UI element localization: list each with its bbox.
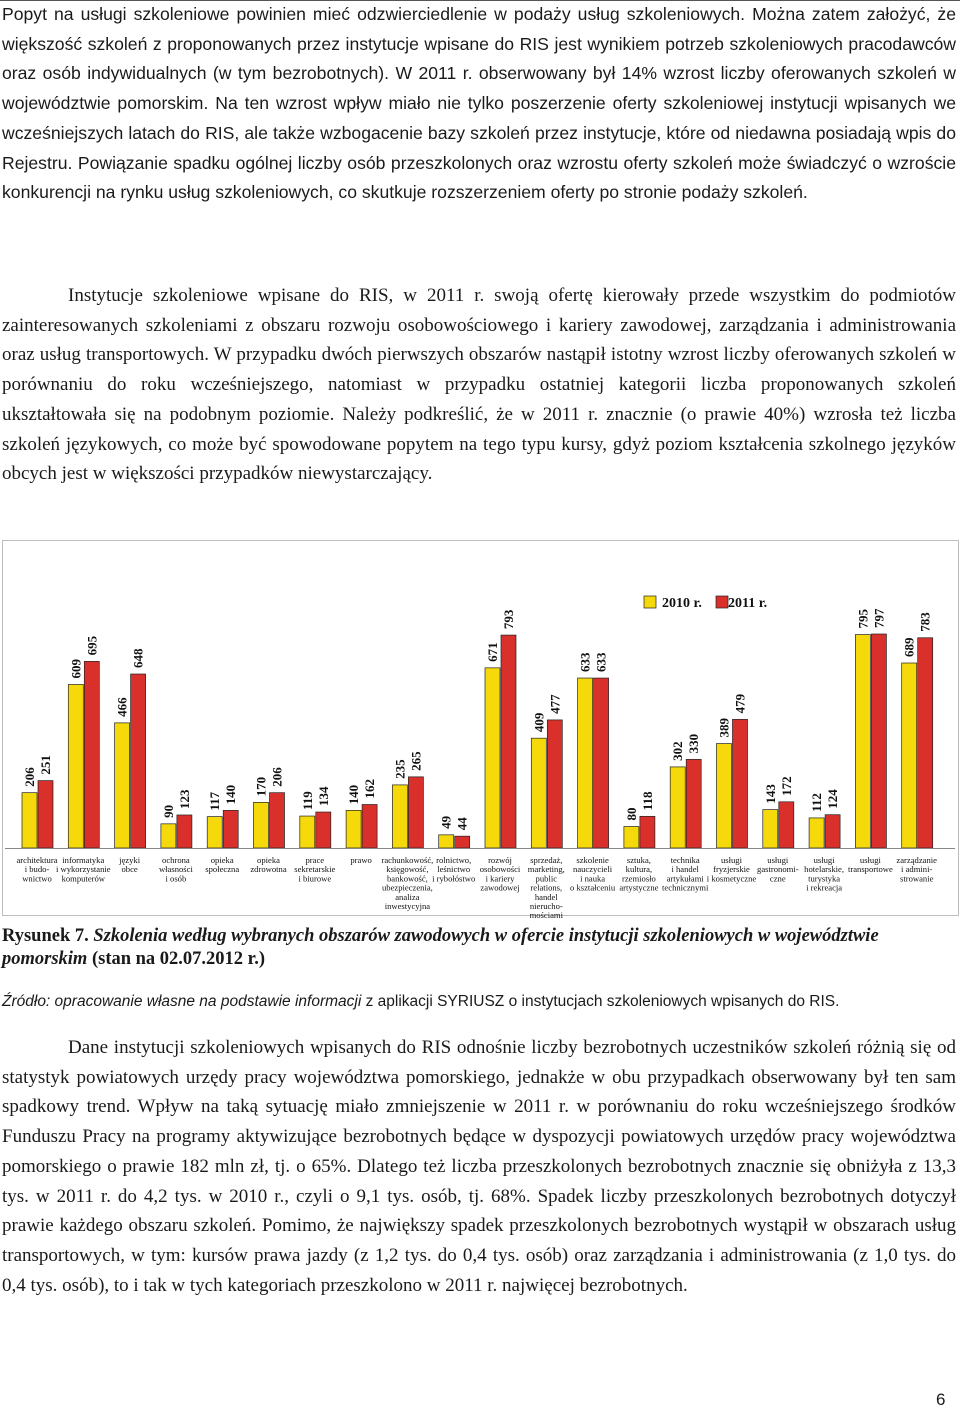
category-label-line: i budo-: [24, 864, 50, 875]
category-label: [480, 855, 521, 893]
bar-2010: [902, 663, 917, 848]
category-label-line: wnictwo: [22, 873, 52, 884]
data-label: 134: [315, 786, 331, 807]
data-label: 119: [299, 791, 315, 811]
category-label: [707, 855, 757, 883]
category-label: [16, 855, 57, 883]
category-label-line: ubezpieczenia,: [381, 882, 433, 893]
data-label: 793: [501, 609, 516, 630]
data-label: 118: [639, 791, 655, 811]
category-label-line: strowanie: [899, 873, 934, 884]
category-label-line: komputerów: [61, 873, 106, 884]
legend-label-2011: 2011 r.: [728, 596, 768, 611]
category-label-line: sztuka,: [626, 855, 651, 865]
legend-swatch-2011: [716, 596, 728, 608]
category-label: [848, 855, 893, 874]
bar-2010: [763, 810, 778, 848]
data-label: 90: [160, 804, 176, 818]
bar-2011: [733, 719, 748, 848]
category-label-line: i kariery: [485, 873, 515, 884]
data-label: 783: [917, 612, 933, 632]
category-label-line: prawo: [350, 855, 372, 865]
caption-title: Szkolenia według wybranych obszarów zawodowych w ofercie instytucji szkoleniowych w województwie pomorskim: [2, 926, 879, 969]
category-label-line: transportowe: [847, 864, 893, 875]
category-label-line: szkolenie: [576, 855, 609, 865]
figure-source: [2, 991, 960, 1013]
category-label-line: i handel: [671, 864, 699, 875]
bar-2010: [300, 816, 315, 848]
bar-2010: [531, 738, 546, 848]
category-label-line: nierucho-: [529, 901, 563, 911]
category-label: [896, 855, 937, 883]
bar-2010: [115, 723, 130, 848]
category-label: [432, 855, 475, 883]
category-label-line: prace: [305, 855, 325, 865]
bar-2011: [316, 812, 331, 848]
legend-swatch-2010: [644, 596, 656, 608]
data-label: 172: [778, 776, 794, 796]
category-label-line: i rybołóstwo: [432, 873, 476, 884]
bar-2011: [547, 720, 562, 848]
bar-2011: [640, 816, 655, 848]
category-label-line: analiza: [395, 891, 420, 902]
category-label-line: i biurowe: [298, 873, 332, 884]
bar-2010: [68, 684, 83, 848]
page-number: 6: [936, 1390, 946, 1409]
category-label-line: obce: [121, 864, 138, 875]
category-label-line: usługi: [859, 855, 881, 865]
bar-2010: [22, 793, 37, 848]
bar-2011: [131, 674, 146, 848]
data-label: 140: [223, 784, 239, 805]
bar-2011: [825, 815, 840, 848]
category-label-line: rachunkowość,: [381, 855, 434, 865]
category-label-line: fryzjerskie: [713, 864, 750, 875]
bar-2010: [670, 767, 685, 848]
data-label: 479: [732, 693, 748, 714]
bar-2011: [362, 805, 377, 848]
data-label: 389: [716, 718, 732, 738]
category-label: [757, 855, 799, 883]
source-rest: z aplikacji SYRIUSZ o instytucjach szkoleniowych wpisanych do RIS.: [365, 993, 840, 1010]
bar-2011: [871, 634, 886, 848]
category-label-line: sekretarskie: [294, 864, 336, 875]
category-label: [662, 855, 709, 893]
source-lead: Źródło: opracowanie własne na podstawie informacji: [2, 993, 362, 1010]
category-label: [56, 855, 111, 883]
bar-2010: [809, 818, 824, 848]
data-label: 80: [623, 807, 639, 821]
category-label-line: i rekreacja: [806, 882, 843, 893]
category-label-line: hotelarskie,: [804, 864, 845, 875]
data-label: 235: [392, 759, 408, 779]
category-label-line: gastronomi-: [757, 864, 799, 875]
category-label-line: informatyka: [62, 855, 105, 865]
category-label-line: technika: [670, 855, 700, 865]
paragraph-1: Popyt na usługi szkoleniowe powinien mieć odzwierciedlenie w podaży usług szkoleniowych. Można zatem założyć, że większość szkoleń z proponowanych przez instytucje wpisane do RIS jest wynikiem potrzeb szkoleniowych pracodawców oraz osób indywidualnych (w tym bezrobotnych). W 2011 r. obserwowany był 14% wzrost liczby oferowanych szkoleń w województwie pomorskim. Na ten wzrost wpływ miało nie tylko poszerzenie oferty szkoleniowej instytucji wpisanych we wcześniejszych latach do RIS, ale także wzbogacenie bazy szkoleń przez instytucje, które od niedawna posiadają wpis do Rejestru. Powiązanie spadku ogólnej liczby osób przeszkolonych oraz wzrostu oferty szkoleń może świadczyć o wzroście konkurencji na rynku usług szkoleniowych, co skutkuje rozszerzeniem oferty po stronie podaży szkoleń.: [2, 4, 956, 203]
category-label-line: księgowość,: [386, 864, 429, 875]
category-label-line: i nauka: [580, 873, 606, 884]
category-label-line: o kształceniu: [570, 882, 616, 893]
data-label: 49: [438, 815, 454, 829]
category-label-line: zarządzanie: [896, 855, 937, 865]
category-label-line: zdrowotna: [250, 864, 287, 875]
category-label: [250, 855, 286, 874]
category-label-line: zawodowej: [480, 882, 520, 893]
data-label: 170: [253, 776, 269, 797]
bar-2011: [686, 759, 701, 848]
category-label: [528, 855, 565, 920]
data-label: 140: [346, 784, 362, 805]
data-label: 797: [871, 608, 887, 629]
category-label: [350, 855, 371, 865]
data-label: 112: [809, 793, 825, 812]
data-label: 265: [408, 751, 424, 771]
category-label-line: handel: [534, 891, 558, 902]
data-label: 251: [38, 755, 53, 775]
bar-2010: [346, 810, 361, 848]
category-label-line: marketing,: [527, 864, 565, 875]
data-label: 330: [686, 733, 702, 754]
category-label-line: i kosmetyczne: [706, 873, 757, 884]
category-label-line: inwestycyjna: [384, 901, 431, 911]
category-label-line: i osób: [165, 873, 187, 884]
data-label: 117: [207, 791, 223, 811]
category-label: [118, 855, 141, 874]
paragraph-2: Instytucje szkoleniowe wpisane do RIS, w 2011 r. swoją ofertę kierowały przede wszystkim do podmiotów zainteresowanych szkoleniami z obszaru rozwoju osobowościowego i kariery zawodowej, zarządzania i administrowania oraz usług transportowych. W przypadku dwóch pierwszych obszarów nastąpił istotny wzrost liczby oferowanych szkoleń w porównaniu do roku wcześniejszego, natomiast w przypadku ostatniej kategorii liczba proponowanych szkoleń ukształtowała się na podobnym poziomie. Należy podkreślić, że w 2011 r. znacznie (o prawie 40%) wzrosła też liczba szkoleń językowych, co może być spowodowane popytem na tego typu kursy, gdyż poziom kształcenia szkolnego języków obcych jest w większości przypadków niewystarczający.: [2, 285, 956, 485]
category-label-line: public: [535, 873, 558, 884]
category-label: [619, 855, 658, 893]
bar-2011: [501, 635, 516, 848]
category-label-line: opieka: [257, 855, 280, 865]
bar-2010: [254, 802, 269, 848]
bar-2010: [161, 824, 176, 848]
category-label-line: architektura: [16, 855, 58, 865]
category-label-line: usługi: [720, 855, 743, 865]
category-label-line: usługi: [767, 855, 789, 865]
bar-2011: [84, 661, 99, 848]
category-label: [804, 855, 844, 893]
category-label-line: artystyczne: [619, 882, 659, 893]
category-label-line: usługi: [813, 855, 835, 865]
category-label-line: czne: [769, 873, 786, 884]
bar-2010: [578, 678, 593, 848]
bar-2010: [717, 744, 732, 848]
bar-2011: [779, 802, 794, 848]
data-label: 695: [84, 635, 100, 656]
bar-2010: [855, 635, 870, 848]
category-label-line: bankowość,: [386, 873, 428, 884]
data-label: 143: [762, 784, 778, 804]
bar-2011: [918, 638, 933, 848]
category-label-line: technicznymi: [662, 882, 709, 893]
category-label: [159, 855, 194, 883]
data-label: 124: [825, 789, 841, 809]
data-label: 609: [68, 658, 84, 679]
bar-2011: [594, 678, 609, 848]
category-label-line: relations,: [530, 882, 563, 893]
data-label: 302: [670, 741, 686, 761]
figure-caption: [2, 925, 902, 971]
paragraph-3: Dane instytucji szkoleniowych wpisanych do RIS odnośnie liczby bezrobotnych uczestników szkoleń różnią się od statystyk powiatowych urzędy pracy województwa pomorskiego, jednakże w obu przypadkach obserwowany był ten sam spadkowy trend. Wpływ na taką sytuację miało zmniejszenie w 2011 r. w porównaniu do roku wcześniejszego środków Funduszu Pracy na programy aktywizujące bezrobotnych będące w dyspozycji powiatowych urzędów pracy województwa pomorskiego o prawie 182 mln zł, tj. o 65%. Dlatego też liczba przeszkolonych bezrobotnych znacznie się obniżyła z 13,3 tys. w 2011 r. do 4,2 tys. w 2010 r., czyli o 9,1 tys. osób, tj. 68%. Spadek liczby przeszkolonych bezrobotnych dotyczył prawie każdego obszaru szkoleń. Pomimo, że największy spadek przeszkolonych bezrobotnych wystąpił w obszarach usług transportowych, w tym: kursów prawa jazdy (z 1,2 tys. do 0,4 tys. osób) oraz zarządzania i administrowania (z 1,0 tys. do 0,4 tys. osób), to i tak w tych kategoriach przeszkolono w 2011 r. najwięcej bezrobotnych.: [2, 1037, 956, 1296]
legend-label-2010: 2010 r.: [662, 596, 702, 611]
data-label: 648: [130, 648, 146, 669]
category-label-line: i admini-: [901, 864, 933, 875]
data-label: 633: [593, 652, 609, 673]
category-label-line: rzemiosło: [621, 873, 656, 884]
category-label-line: nauczycieli: [573, 864, 613, 875]
category-label-line: osobowości: [479, 864, 521, 875]
category-label-line: rolnictwo,: [436, 855, 472, 865]
data-label: 466: [114, 697, 130, 717]
caption-date: (stan na 02.07.2012 r.): [91, 949, 265, 969]
category-label: [570, 855, 616, 893]
category-label-line: kultura,: [625, 864, 653, 875]
category-label-line: własności: [158, 864, 193, 875]
data-label: 633: [577, 652, 593, 673]
category-label-line: społeczna: [205, 864, 240, 875]
category-label-line: sprzedaż,: [530, 855, 563, 865]
data-label: 162: [362, 779, 378, 799]
bar-2011: [270, 793, 285, 848]
category-label-line: mościami: [529, 910, 564, 921]
data-label: 206: [269, 767, 285, 787]
bar-2010: [485, 668, 500, 848]
data-label: 795: [855, 609, 871, 629]
caption-label: Rysunek 7.: [2, 926, 89, 946]
bar-2010: [207, 817, 222, 848]
category-label: [205, 855, 239, 874]
bar-2011: [177, 815, 192, 848]
category-label-line: i wykorzystanie: [55, 864, 111, 875]
bar-2011: [223, 810, 238, 848]
data-label: 409: [531, 712, 547, 733]
data-label: 671: [485, 642, 500, 662]
bar-2010: [624, 827, 639, 848]
bar-2010: [392, 785, 407, 848]
category-label: [294, 855, 335, 883]
data-label: 44: [454, 817, 470, 831]
category-label-line: ochrona: [162, 855, 190, 865]
category-label-line: języki: [119, 855, 141, 865]
category-label-line: rozwój: [488, 855, 512, 865]
bar-2011: [38, 781, 53, 848]
data-label: 206: [22, 767, 37, 787]
data-label: 123: [176, 789, 192, 809]
category-label: [382, 855, 434, 911]
category-label-line: opieka: [210, 855, 234, 865]
bar-chart: [0, 540, 960, 921]
bar-2010: [439, 835, 454, 848]
bar-2011: [408, 777, 423, 848]
category-label-line: leśnictwo: [437, 864, 471, 875]
data-label: 477: [547, 694, 563, 714]
category-label-line: artykułami: [666, 873, 704, 884]
category-label-line: turystyka: [808, 873, 841, 884]
bar-2011: [455, 836, 470, 848]
data-label: 689: [901, 637, 917, 658]
